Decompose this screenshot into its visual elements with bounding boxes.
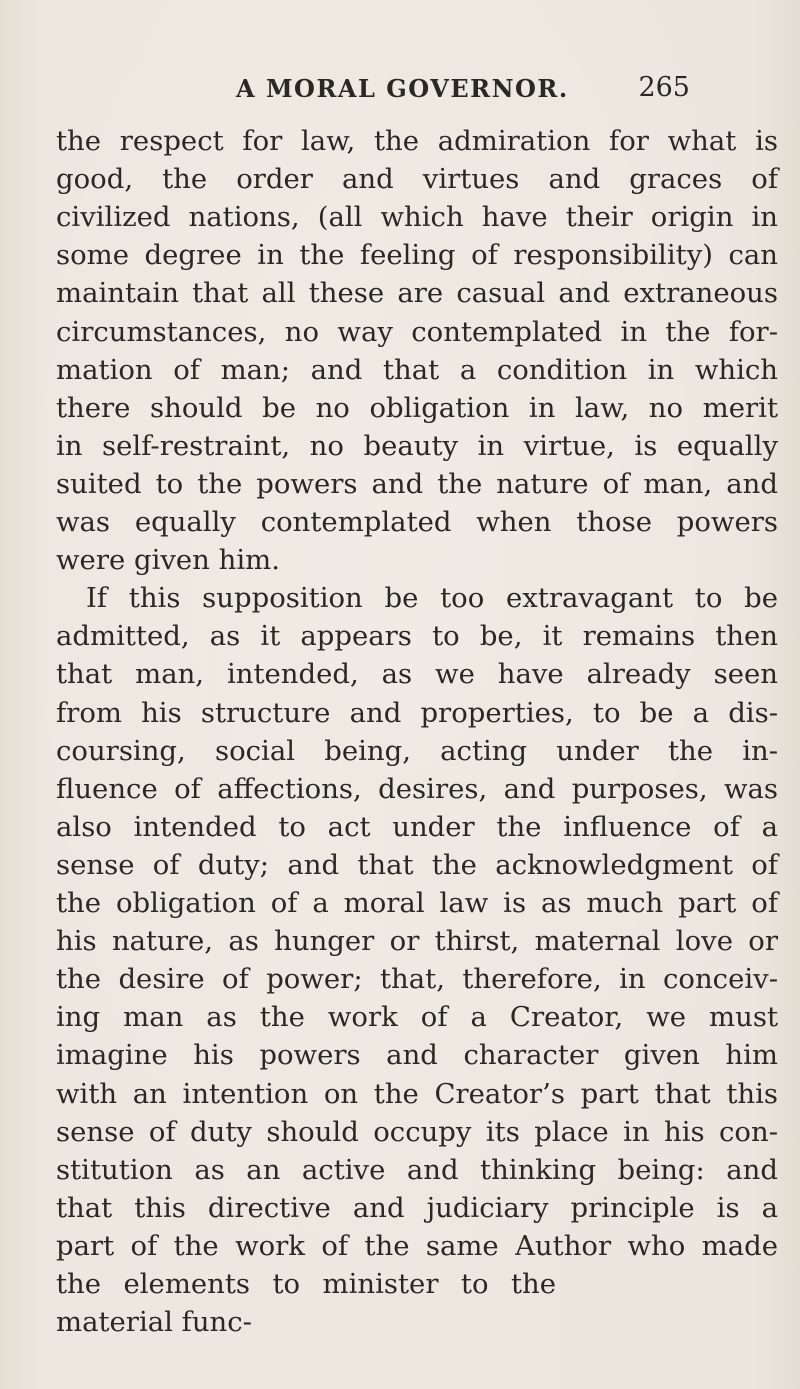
text-line-content: stitution as an active and thinking being: and [56, 1153, 778, 1186]
text-line-content: circumstances, no way contemplated in the for- [56, 315, 778, 348]
text-line-content: from his structure and properties, to be a dis- [56, 696, 778, 729]
text-line [0, 884, 800, 922]
text-line-content: the obligation of a moral law is as much part of [56, 887, 778, 919]
text-line [0, 655, 800, 693]
text-line-content: also intended to act under the influence of a [56, 810, 778, 843]
text-line [0, 1227, 800, 1265]
text-line [0, 1151, 800, 1189]
text-line-content: admitted, as it appears to be, it remains then [56, 620, 778, 653]
text-line [0, 465, 800, 503]
text-line-content: civilized nations, (all which have their origin in [56, 201, 778, 234]
text-line-content: ing man as the work of a Creator, we must [56, 1001, 778, 1034]
text-line-content: that man, intended, as we have already seen [56, 658, 778, 691]
text-line-content: sense of duty should occupy its place in his con- [56, 1115, 778, 1148]
page-number: 265 [638, 72, 690, 103]
text-line-content: in self-restraint, no beauty in virtue, is equally [56, 429, 778, 462]
text-line-content: the respect for law, the admiration for what is [56, 125, 778, 157]
text-line-content: that this directive and judiciary principle is a [56, 1191, 778, 1224]
text-line-content: mation of man; and that a condition in which [56, 353, 778, 386]
text-line-content: fluence of affections, desires, and purposes, was [56, 772, 778, 805]
text-line [0, 732, 800, 770]
text-line [0, 922, 800, 960]
text-line-content: the elements to minister to the material func- [56, 1268, 556, 1338]
text-line [0, 1189, 800, 1227]
text-line-content: his nature, as hunger or thirst, maternal love or [56, 925, 778, 958]
text-line-content: part of the work of the same Author who made [56, 1229, 778, 1262]
text-line [0, 808, 800, 846]
text-line [0, 122, 800, 160]
text-line [0, 313, 800, 351]
text-line-content: the desire of power; that, therefore, in conceiv- [56, 963, 778, 996]
text-line-content: suited to the powers and the nature of man, and [56, 467, 778, 500]
text-line-content: coursing, social being, acting under the in- [56, 734, 778, 767]
text-line-content: imagine his powers and character given him [56, 1039, 778, 1072]
text-line-content: good, the order and virtues and graces of [56, 163, 778, 196]
text-line [0, 579, 800, 617]
text-line [0, 960, 800, 998]
text-line [0, 1075, 800, 1113]
text-line-content: were given him. [56, 544, 280, 577]
text-line-content: with an intention on the Creator’s part that this [56, 1077, 778, 1110]
text-line-content: some degree in the feeling of responsibility) can [56, 239, 778, 272]
text-line-content: sense of duty; and that the acknowledgment of [56, 848, 778, 881]
text-line-content: maintain that all these are casual and extraneous [56, 277, 778, 310]
text-line [0, 198, 800, 236]
text-line-content: there should be no obligation in law, no merit [56, 391, 778, 424]
text-line [0, 274, 800, 312]
text-line [0, 998, 800, 1036]
running-title: A MORAL GOVERNOR. [236, 74, 569, 103]
text-line [0, 1036, 800, 1074]
text-line [0, 541, 800, 579]
text-line [0, 236, 800, 274]
text-line [0, 617, 800, 655]
text-line [0, 351, 800, 389]
text-line [0, 503, 800, 541]
text-line [0, 1113, 800, 1151]
text-line [0, 427, 800, 465]
text-line [0, 160, 800, 198]
text-line-content: If this supposition be too extravagant to be [86, 582, 778, 615]
text-line [0, 389, 800, 427]
text-line [0, 1265, 800, 1338]
text-line [0, 770, 800, 808]
text-line [0, 846, 800, 884]
text-line-content: was equally contemplated when those powers [56, 506, 778, 538]
text-line [0, 694, 800, 732]
